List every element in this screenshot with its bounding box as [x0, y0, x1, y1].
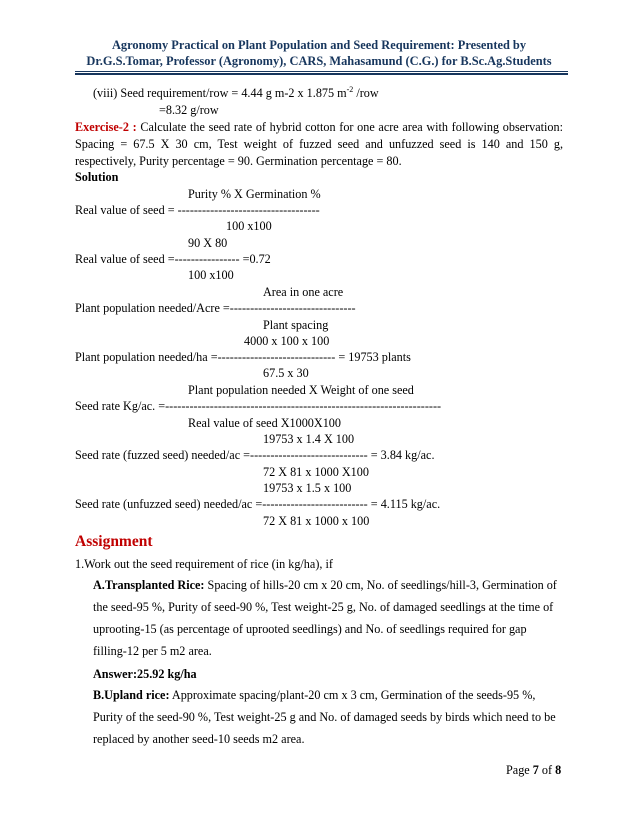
plant-pop-acre-line: Plant population needed/Acre =-------------------------------: [75, 301, 356, 315]
plant-pop-acre-denominator: Plant spacing: [263, 318, 329, 332]
page-number: Page 7 of 8: [506, 763, 562, 777]
answer-a: Answer:25.92 kg/ha: [93, 667, 197, 681]
upland-rice-item: [93, 684, 563, 750]
plant-pop-acre-numerator: Area in one acre: [263, 285, 344, 299]
assignment-question-1: 1.Work out the seed requirement of rice (in kg/ha), if: [75, 557, 333, 571]
header-line-2: Dr.G.S.Tomar, Professor (Agronomy), CARS, Mahasamund (C.G.) for B.Sc.Ag.Students: [86, 54, 552, 68]
real-value-calc-denominator: 100 x100: [188, 268, 234, 282]
plant-pop-ha-line: Plant population needed/ha =----------------------------- = 19753 plants: [75, 350, 411, 364]
unfuzzed-seed-denominator: 72 X 81 x 1000 x 100: [263, 514, 370, 528]
assignment-heading: Assignment: [75, 533, 153, 550]
solution-label: Solution: [75, 170, 119, 184]
header-line-1: Agronomy Practical on Plant Population and Seed Requirement: Presented by: [111, 38, 527, 52]
fuzzed-seed-denominator: 72 X 81 x 1000 X100: [263, 465, 369, 479]
real-value-formula-line: Real value of seed = -----------------------------------: [75, 203, 320, 217]
plant-pop-ha-denominator: 67.5 x 30: [263, 366, 309, 380]
seed-rate-formula-numerator: Plant population needed X Weight of one seed: [188, 383, 414, 397]
transplanted-rice-text: Spacing of hills-20 cm x 20 cm, No. of seedlings/hill-3, Germination of the seed-95 %, Purity of seed-90 %, Test weight-25 g, No. of damaged seedlings at the time of uprooting-15 (as percentage of uprooted seedlings) and No. of seedlings required for gap filling-12 per 5 m2 area.: [93, 578, 557, 658]
viii-result: =8.32 g/row: [159, 103, 219, 117]
unfuzzed-seed-line: Seed rate (unfuzzed seed) needed/ac =-------------------------- = 4.115 kg/ac.: [75, 497, 441, 511]
exercise-2-paragraph: [75, 119, 563, 170]
header-rule-thin: [75, 71, 568, 72]
plant-pop-ha-numerator: 4000 x 100 x 100: [244, 334, 330, 348]
transplanted-rice-item: [93, 574, 563, 662]
upland-rice-label: B.Upland rice:: [93, 688, 170, 702]
header-rule-thick: [75, 73, 568, 75]
exercise-2-text: Calculate the seed rate of hybrid cotton for one acre area with following observation: Spacing = 67.5 X 30 cm, Test weight of fuzzed seed and unfuzzed seed is 140 and 150 g, respectively, Purity percentage = 90. Germination percentage = 80.: [75, 120, 563, 168]
viii-seed-requirement-row: (viii) Seed requirement/row = 4.44 g m-2 x 1.875 $m^{-2}$ /row: [93, 85, 379, 100]
real-value-formula-denominator: 100 x100: [226, 219, 272, 233]
real-value-calc-numerator: 90 X 80: [188, 236, 228, 250]
seed-rate-formula-line: Seed rate Kg/ac. =--------------------------------------------------------------------: [75, 399, 442, 413]
fuzzed-seed-line: Seed rate (fuzzed seed) needed/ac =----------------------------- = 3.84 kg/ac.: [75, 448, 435, 462]
real-value-calc-line: Real value of seed =---------------- =0.72: [75, 252, 271, 266]
upland-rice-text: Approximate spacing/plant-20 cm x 3 cm, Germination of the seeds-95 %, Purity of the seed-90 %, Test weight-25 g and No. of damaged seeds by birds which need to be replaced by another seed-10 seeds m2 area.: [93, 688, 556, 746]
transplanted-rice-label: A.Transplanted Rice:: [93, 578, 205, 592]
unfuzzed-seed-numerator: 19753 x 1.5 x 100: [263, 481, 352, 495]
seed-rate-formula-denominator: Real value of seed X1000X100: [188, 416, 341, 430]
page-header: [60, 37, 578, 69]
exercise-2-label: Exercise-2 :: [75, 120, 137, 134]
real-value-formula-numerator: Purity % X Germination %: [188, 187, 321, 201]
fuzzed-seed-numerator: 19753 x 1.4 X 100: [263, 432, 355, 446]
